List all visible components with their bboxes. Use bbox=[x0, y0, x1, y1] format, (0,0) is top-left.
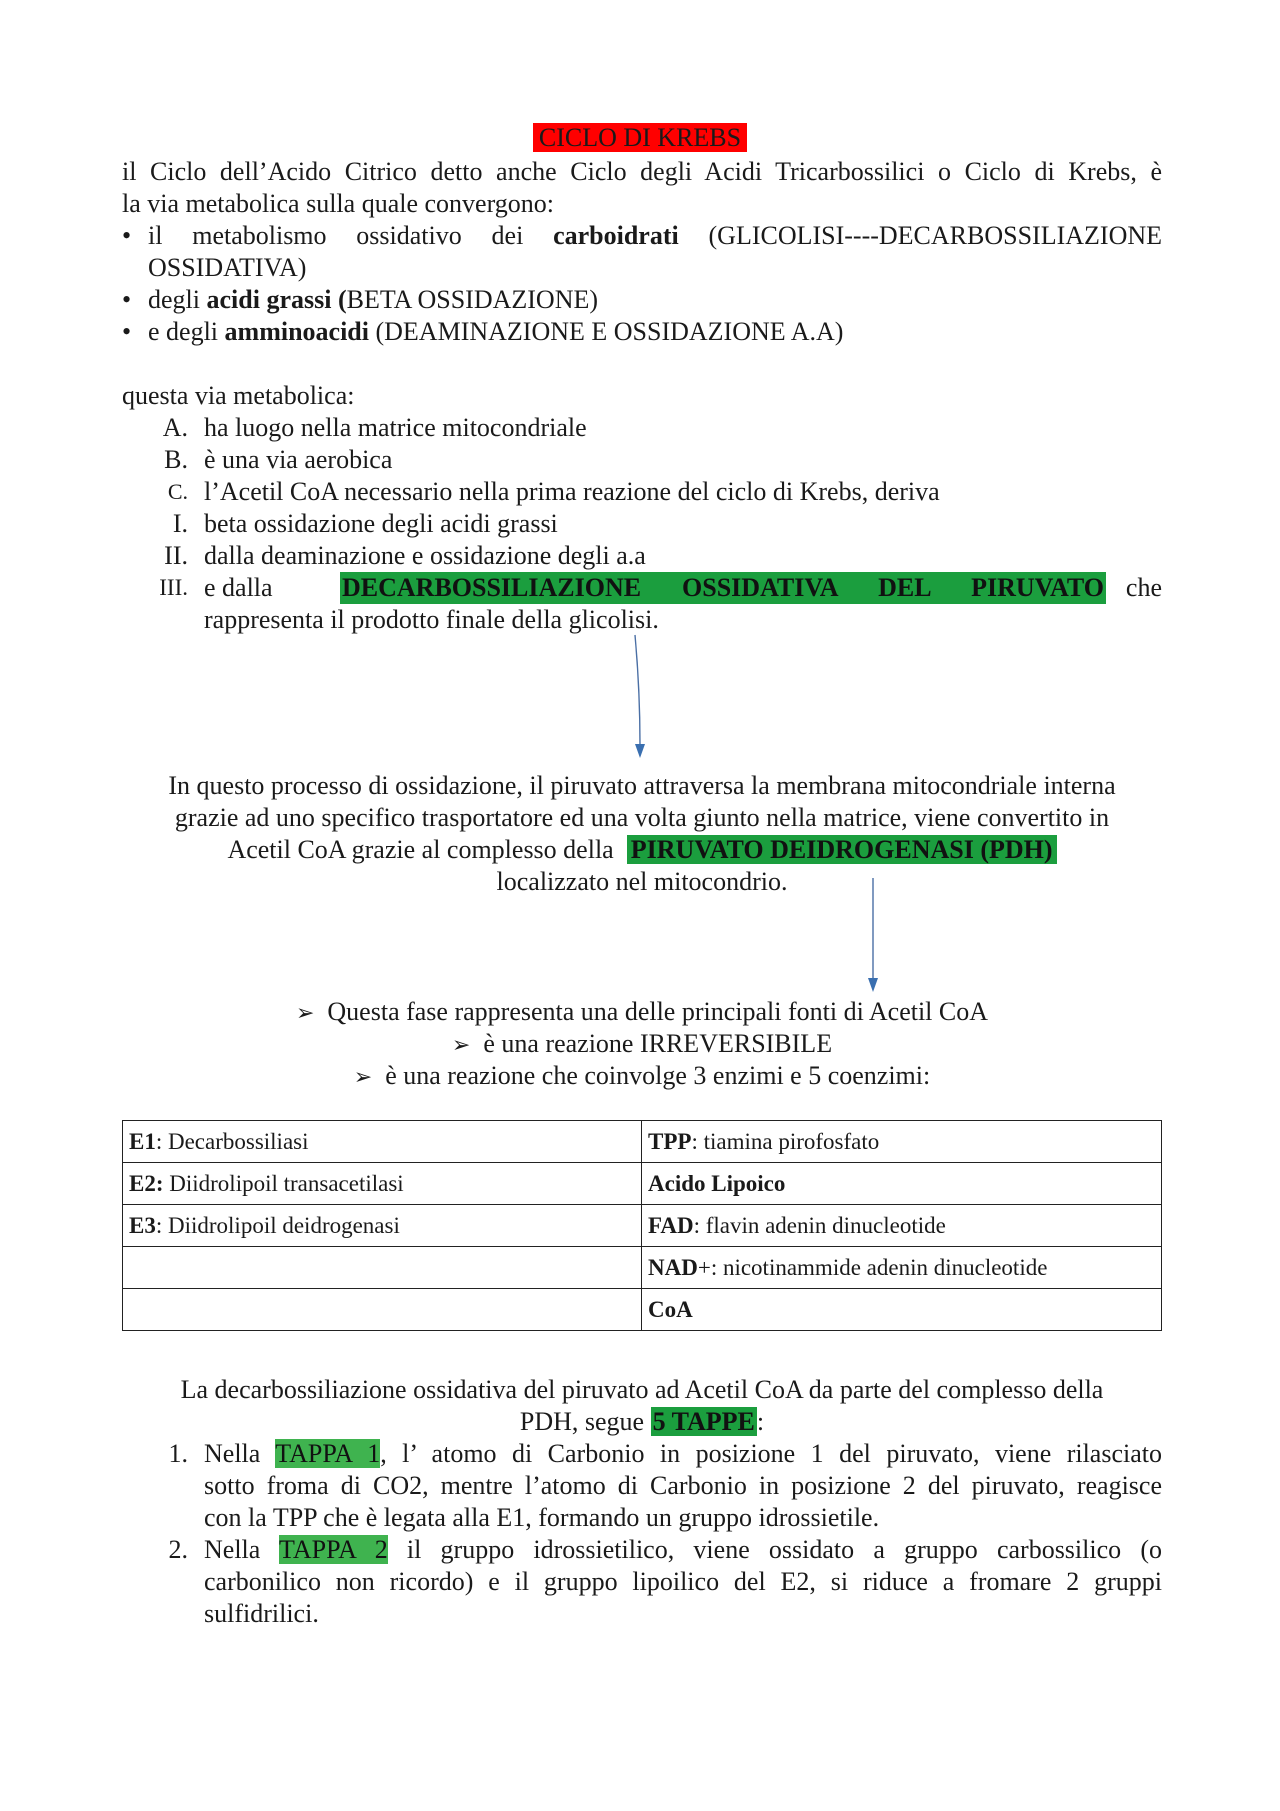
via-text: e dalla bbox=[204, 573, 273, 602]
arrowhead-bullet-icon: ➢ bbox=[353, 1064, 373, 1089]
arrow-line bbox=[635, 635, 640, 745]
step-2-line-2: carbonilico non ricordo) e il gruppo lipoilico del E2, si riduce a fromare 2 gruppi bbox=[204, 1567, 1162, 1596]
via-text: che bbox=[1125, 573, 1162, 602]
coenzyme-bold: FAD bbox=[648, 1212, 694, 1238]
step-1-line-2: sotto froma di CO2, mentre l’atomo di Carbonio in posizione 2 del piruvato, reagisce bbox=[204, 1471, 1162, 1500]
phase-text: è una reazione che coinvolge 3 enzimi e 5 coenzimi: bbox=[385, 1061, 931, 1090]
list-marker: C. bbox=[167, 479, 188, 504]
via-item-i: beta ossidazione degli acidi grassi bbox=[204, 509, 558, 538]
title-text: CICLO DI KREBS bbox=[533, 123, 747, 152]
via-item-c: l’Acetil CoA necessario nella prima reazione del ciclo di Krebs, deriva bbox=[204, 477, 940, 506]
bullet-bold: carboidrati bbox=[553, 221, 679, 250]
enzyme-bold: E1 bbox=[129, 1128, 156, 1154]
list-marker: 1. bbox=[168, 1439, 188, 1468]
highlight-decarbossiliazione: DECARBOSSILIAZIONE OSSIDATIVA DEL PIRUVATO bbox=[342, 573, 1104, 602]
arrowhead-icon bbox=[868, 978, 878, 992]
enzyme-bold: E3 bbox=[129, 1212, 156, 1238]
coenzyme-bold: NAD bbox=[648, 1254, 698, 1280]
coenzyme-bold: Acido Lipoico bbox=[648, 1170, 786, 1196]
process-line-4: localizzato nel mitocondrio. bbox=[496, 867, 788, 896]
bullet-bold: amminoacidi bbox=[224, 317, 369, 346]
coenzyme-text: : tiamina pirofosfato bbox=[691, 1128, 880, 1154]
arrowhead-bullet-icon: ➢ bbox=[451, 1032, 471, 1057]
arrowhead-bullet-icon: ➢ bbox=[295, 1000, 315, 1025]
bullet-text: e degli bbox=[148, 317, 219, 346]
decarb-text: : bbox=[756, 1407, 765, 1436]
list-marker: A. bbox=[162, 413, 188, 442]
highlight-pdh: PIRUVATO DEIDROGENASI (PDH) bbox=[627, 835, 1057, 864]
highlight-tappa-1: TAPPA 1 bbox=[275, 1439, 381, 1468]
process-line-2: grazie ad uno specifico trasportatore ed una volta giunto nella matrice, viene convertito in bbox=[174, 803, 1110, 832]
step-text: , l’ atomo di Carbonio in posizione 1 del piruvato, viene rilasciato bbox=[380, 1439, 1162, 1468]
enzyme-text: : Decarbossiliasi bbox=[155, 1128, 309, 1154]
intro-line-1: il Ciclo dell’Acido Citrico detto anche Ciclo degli Acidi Tricarbossilici o Ciclo di Krebs, è bbox=[122, 157, 1162, 186]
decarb-text: PDH, segue bbox=[519, 1407, 645, 1436]
enzyme-text: Diidrolipoil transacetilasi bbox=[163, 1170, 404, 1196]
bullet-dot: • bbox=[122, 317, 132, 346]
bullet-text: degli bbox=[148, 285, 200, 314]
via-item-ii: dalla deaminazione e ossidazione degli a.a bbox=[204, 541, 646, 570]
via-item-a: ha luogo nella matrice mitocondriale bbox=[204, 413, 587, 442]
via-heading: questa via metabolica: bbox=[122, 381, 355, 410]
list-marker: 2. bbox=[168, 1535, 188, 1564]
step-1-line-3: con la TPP che è legata alla E1, formando un gruppo idrossietile. bbox=[204, 1503, 880, 1532]
coenzyme-bold: TPP bbox=[648, 1128, 692, 1154]
coenzyme-bold: CoA bbox=[648, 1296, 693, 1322]
coenzyme-text: +: nicotinammide adenin dinucleotide bbox=[697, 1254, 1048, 1280]
step-2-line-3: sulfidrilici. bbox=[204, 1599, 319, 1628]
intro-line-2: la via metabolica sulla quale convergono: bbox=[122, 189, 554, 218]
arrowhead-icon bbox=[635, 744, 645, 758]
step-text: Nella bbox=[204, 1439, 261, 1468]
via-item-iii-cont: rappresenta il prodotto finale della glicolisi. bbox=[204, 605, 659, 634]
list-marker: II. bbox=[164, 541, 188, 570]
list-marker: B. bbox=[164, 445, 188, 474]
bullet-bold: acidi grassi ( bbox=[206, 285, 347, 314]
highlight-5-tappe: 5 TAPPE bbox=[652, 1407, 755, 1436]
bullet-text: (DEAMINAZIONE E OSSIDAZIONE A.A) bbox=[375, 317, 844, 346]
process-text: Acetil CoA grazie al complesso della bbox=[227, 835, 614, 864]
bullet-text: BETA OSSIDAZIONE) bbox=[346, 285, 599, 314]
highlight-tappa-2: TAPPA 2 bbox=[279, 1535, 388, 1564]
phase-text: Questa fase rappresenta una delle principali fonti di Acetil CoA bbox=[327, 997, 989, 1026]
bullet-dot: • bbox=[122, 221, 132, 250]
list-marker: I. bbox=[172, 509, 188, 538]
step-text: Nella bbox=[204, 1535, 261, 1564]
bullet-carboidrati-cont: OSSIDATIVA) bbox=[148, 253, 307, 282]
via-item-b: è una via aerobica bbox=[204, 445, 393, 474]
bullet-text: (GLICOLISI----DECARBOSSILIAZIONE bbox=[708, 221, 1163, 250]
list-marker: III. bbox=[159, 575, 188, 600]
step-text: il gruppo idrossietilico, viene ossidato a gruppo carbossilico (o bbox=[387, 1535, 1162, 1564]
bullet-text: il metabolismo ossidativo dei bbox=[148, 221, 524, 250]
arrow-to-process bbox=[635, 635, 645, 758]
enzyme-bold: E2: bbox=[129, 1170, 164, 1196]
phase-text: è una reazione IRREVERSIBILE bbox=[483, 1029, 833, 1058]
arrow-to-phase bbox=[868, 878, 878, 992]
coenzyme-text: : flavin adenin dinucleotide bbox=[693, 1212, 946, 1238]
process-line-1: In questo processo di ossidazione, il piruvato attraversa la membrana mitocondriale interna bbox=[168, 771, 1116, 800]
bullet-dot: • bbox=[122, 285, 132, 314]
decarb-line-1: La decarbossiliazione ossidativa del piruvato ad Acetil CoA da parte del complesso della bbox=[180, 1375, 1104, 1404]
enzyme-text: : Diidrolipoil deidrogenasi bbox=[155, 1212, 400, 1238]
